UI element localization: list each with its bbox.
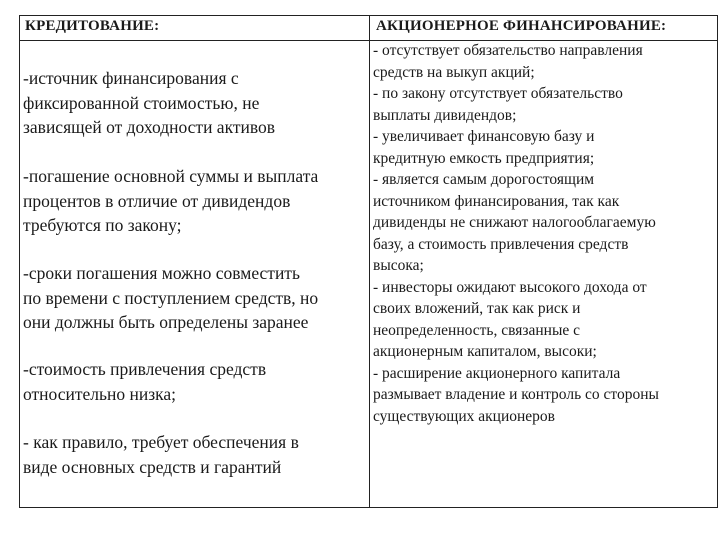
left-item-repayment-terms: -сроки погашения можно совместить по времени с поступлением средств, но они должны быть определены заранее — [23, 263, 319, 332]
left-item-repayment-required: -погашение основной суммы и выплата процентов в отличие от дивидендов требуются по закону; — [23, 166, 319, 235]
column-divider — [369, 16, 370, 507]
comparison-table — [19, 15, 718, 508]
left-item-collateral: - как правило, требует обеспечения в виде основных средств и гарантий — [23, 432, 299, 477]
header-equity-financing: АКЦИОНЕРНОЕ ФИНАНСИРОВАНИЕ: — [376, 18, 667, 34]
header-crediting: КРЕДИТОВАНИЕ: — [25, 18, 160, 34]
left-item-fixed-cost-source: -источник финансирования с фиксированной стоимостью, не зависящей от доходности активов — [23, 68, 276, 137]
equity-financing-text: - отсутствует обязательство направления средств на выкуп акций; - по закону отсутствует обязательство выплаты дивидендов; - увеличивает финансовую базу и кредитную емкость предприятия; - является самым дорогостоящим источником финансирования, так как дивиденды не снижают налогооблагаемую базу, а стоимость привлечения средств высока; - инвесторы ожидают высокого дохода от своих вложений, так как риск и неопределенность, связанные с акционерным капиталом, высоки; - расширение акционерного капитала размывает владение и контроль со стороны существующих акционеров — [373, 42, 659, 425]
left-item-low-cost: -стоимость привлечения средств относительно низка; — [23, 359, 267, 404]
